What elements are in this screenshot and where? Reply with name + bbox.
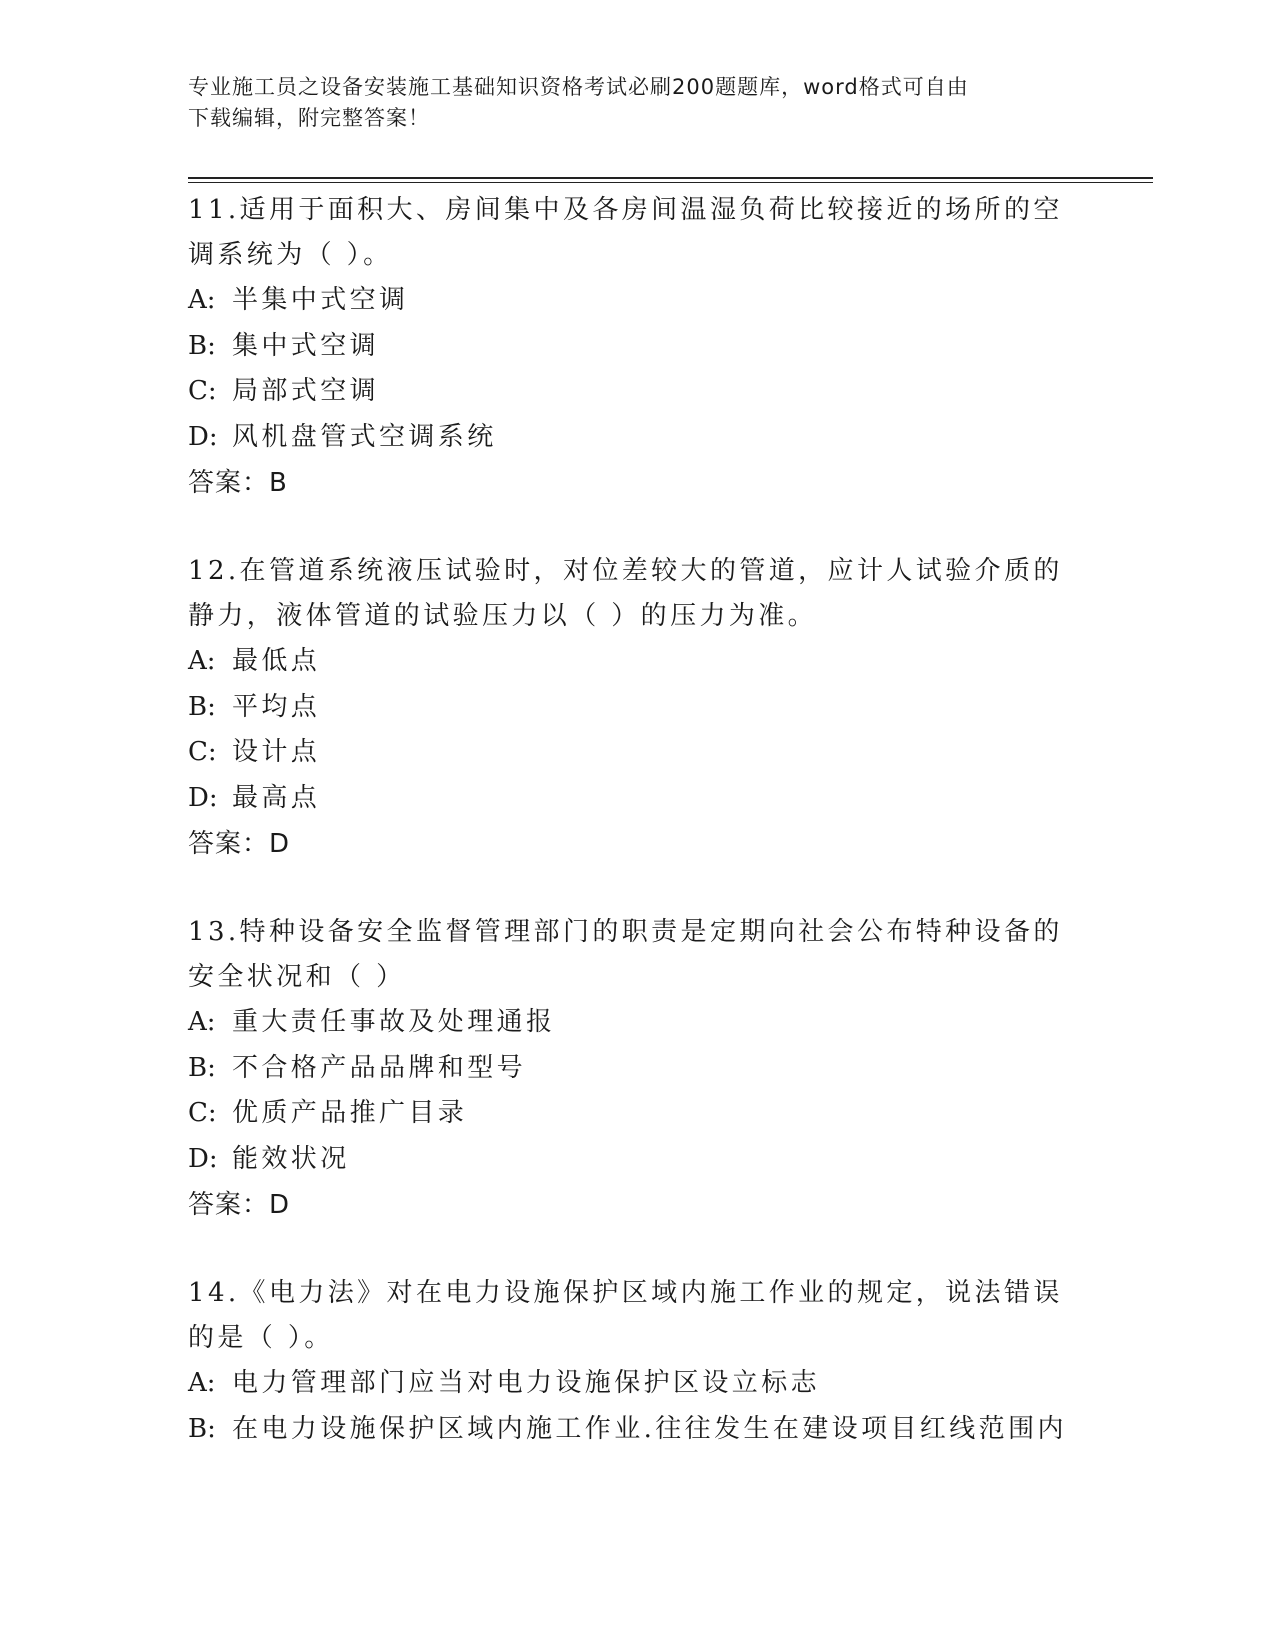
answer-line: 答案：D (188, 1190, 291, 1220)
option-key: B: (188, 330, 216, 361)
option-text: 电力管理部门应当对电力设施保护区设立标志 (232, 1368, 821, 1398)
option-key: B: (188, 1052, 216, 1083)
option-text: 集中式空调 (232, 330, 380, 361)
option-d (188, 415, 1078, 461)
option-c (188, 730, 1078, 776)
header-line-1: 专业施工员之设备安装施工基础知识资格考试必刷200题题库，word格式可自由 (188, 75, 969, 99)
option-a (188, 1000, 1078, 1046)
option-text: 设计点 (232, 737, 321, 767)
option-text: 重大责任事故及处理通报 (232, 1007, 556, 1037)
option-a (188, 278, 1078, 324)
option-text: 最低点 (232, 646, 321, 676)
option-b (188, 324, 1078, 370)
option-text: 在电力设施保护区域内施工作业.往往发生在建设项目红线范围内 (232, 1413, 1067, 1444)
question-stem: 11.适用于面积大、房间集中及各房间温湿负荷比较接近的场所的空调系统为（ ）。 (188, 195, 1063, 270)
option-d (188, 776, 1078, 822)
option-d (188, 1137, 1078, 1183)
option-b (188, 1046, 1078, 1092)
option-text: 平均点 (232, 691, 321, 722)
question-item (188, 910, 1078, 1228)
question-stem: 14.《电力法》对在电力设施保护区域内施工作业的规定，说法错误的是（ ）。 (188, 1278, 1063, 1353)
question-item (188, 549, 1078, 867)
question-item (188, 1271, 1078, 1452)
option-text: 能效状况 (232, 1143, 350, 1174)
option-a (188, 639, 1078, 685)
option-key: A: (188, 646, 216, 676)
option-key: C: (188, 1098, 217, 1128)
answer-line: 答案：D (188, 829, 291, 859)
header-divider-thick (188, 177, 1153, 179)
option-key: A: (188, 285, 216, 315)
option-text: 优质产品推广目录 (232, 1098, 468, 1128)
option-key: C: (188, 376, 217, 406)
option-text: 局部式空调 (232, 376, 380, 406)
option-key: A: (188, 1007, 216, 1037)
option-b (188, 685, 1078, 731)
option-key: A: (188, 1368, 216, 1398)
option-key: D: (188, 421, 218, 452)
option-a (188, 1361, 1078, 1407)
option-key: B: (188, 691, 216, 722)
answer-line: 答案：B (188, 468, 288, 498)
option-text: 风机盘管式空调系统 (232, 421, 497, 452)
option-text: 半集中式空调 (232, 285, 409, 315)
option-c (188, 369, 1078, 415)
question-stem: 13.特种设备安全监督管理部门的职责是定期向社会公布特种设备的安全状况和（ ） (188, 917, 1063, 992)
option-key: D: (188, 1143, 218, 1174)
header-line-2: 下载编辑，附完整答案！ (188, 106, 430, 130)
header-divider-thin (188, 182, 1153, 183)
question-list (188, 188, 1078, 1495)
question-item (188, 188, 1078, 506)
option-text: 不合格产品品牌和型号 (232, 1052, 527, 1083)
option-key: B: (188, 1413, 216, 1444)
option-text: 最高点 (232, 782, 321, 813)
option-key: D: (188, 782, 218, 813)
option-c (188, 1091, 1078, 1137)
question-stem: 12.在管道系统液压试验时，对位差较大的管道，应计人试验介质的静力，液体管道的试验压力以（ ）的压力为准。 (188, 556, 1063, 631)
option-b (188, 1407, 1078, 1453)
document-header (188, 72, 1068, 134)
option-key: C: (188, 737, 217, 767)
